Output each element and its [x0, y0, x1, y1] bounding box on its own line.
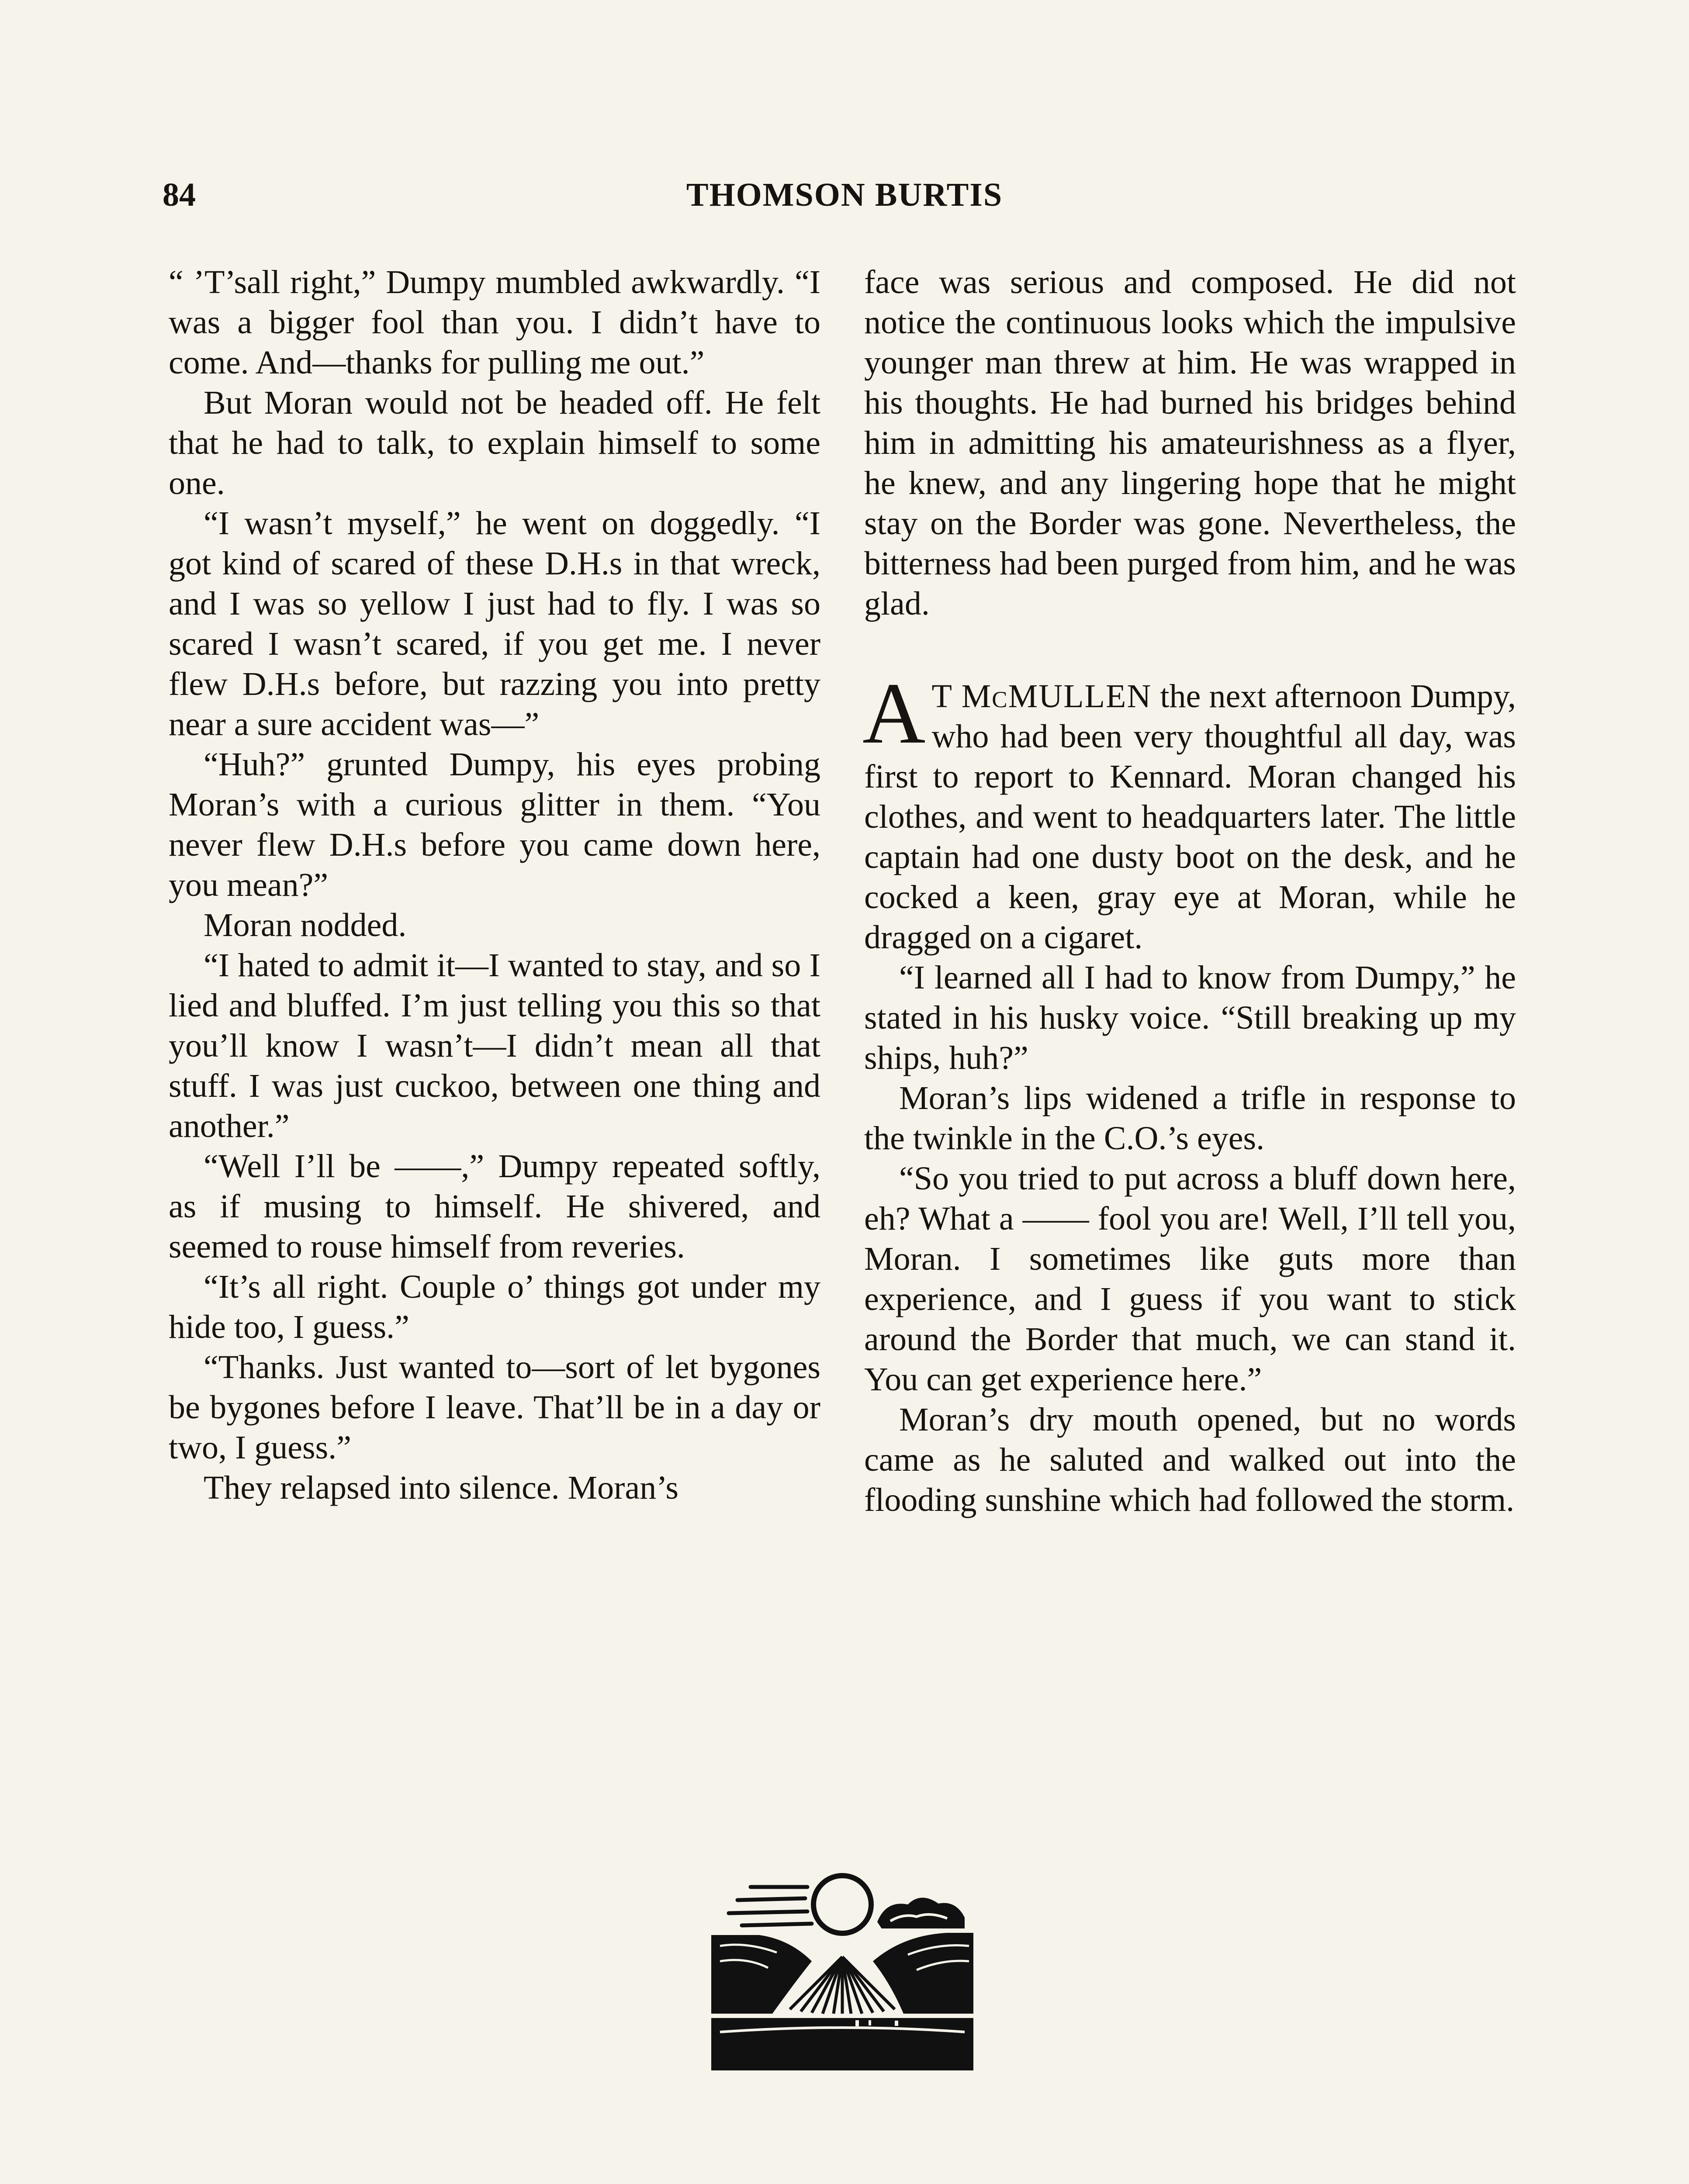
paragraph: “It’s all right. Couple o’ things got under my hide too, I guess.” — [169, 1268, 820, 1345]
paragraph: Moran’s dry mouth opened, but no words came as he saluted and walked out into the flooding sunshine which had followed the storm. — [864, 1401, 1516, 1518]
paragraph: But Moran would not be headed off. He felt that he had to talk, to explain himself to some one. — [169, 384, 820, 501]
page-number: 84 — [163, 176, 196, 213]
paragraph: “So you tried to put across a bluff down here, eh? What a —— fool you are! Well, I’ll tell you, Moran. I sometimes like guts more than experience, and I guess if you want to stick around the Border that much, we can stand it. You can get experience here.” — [864, 1160, 1516, 1398]
paragraph: They relapsed into silence. Moran’s — [204, 1469, 678, 1506]
section-opening-paragraph — [862, 665, 1516, 957]
paragraph: “I learned all I had to know from Dumpy,” he stated in his husky voice. “Still breaking up my ships, huh?” — [864, 959, 1516, 1076]
left-column — [169, 262, 820, 1508]
paragraph: Moran nodded. — [204, 907, 407, 943]
right-column — [864, 262, 1516, 1520]
paragraph: “Huh?” grunted Dumpy, his eyes probing Moran’s with a curious glitter in them. “You never flew D.H.s before you came down here, you mean?” — [169, 746, 820, 903]
paragraph: “Thanks. Just wanted to—sort of let bygones be bygones before I leave. That’ll be in a day or two, I guess.” — [169, 1349, 820, 1466]
paragraph: face was serious and composed. He did not notice the continuous looks which the impulsive younger man threw at him. He was wrapped in his thoughts. He had burned his bridges behind him in admitting his amateurishness as a flyer, he knew, and any lingering hope that he might stay on the Border was gone. Nevertheless, the bitterness had been purged from him, and he was glad. — [864, 264, 1516, 622]
paragraph: Moran’s lips widened a trifle in response to the twinkle in the C.O.’s eyes. — [864, 1080, 1516, 1157]
sunrise-landscape-vignette-icon — [711, 1870, 973, 2070]
paragraph: “ ’T’sall right,” Dumpy mumbled awkwardly. “I was a bigger fool than you. I didn’t have to come. And—thanks for pulling me out.” — [169, 264, 820, 381]
paragraph: “I wasn’t myself,” he went on doggedly. “I got kind of scared of these D.H.s in that wreck, and I was so yellow I just had to fly. I was so scared I wasn’t scared, if you get me. I never flew D.H.s before, but razzing you into pretty near a sure accident was—” — [169, 505, 820, 743]
drop-cap: A — [862, 665, 926, 762]
paragraph: “I hated to admit it—I wanted to stay, and so I lied and bluffed. I’m just telling you this so that you’ll know I wasn’t—I didn’t mean all that stuff. I was just cuckoo, between one thing and another.” — [169, 947, 820, 1144]
running-head: THOMSON BURTIS — [686, 176, 1003, 213]
paragraph: “Well I’ll be ——,” Dumpy repeated softly, as if musing to himself. He shivered, and seemed to rouse himself from reveries. — [169, 1148, 820, 1265]
section-text: the next afternoon Dumpy, who had been very thoughtful all day, was first to report to Kennard. Moran changed his clothes, and went to headquarters later. The little captain had one dusty boot on the desk, and he cocked a keen, gray eye at Moran, while he dragged on a cigaret. — [864, 678, 1516, 956]
lead-caps: T McMULLEN — [931, 678, 1152, 715]
